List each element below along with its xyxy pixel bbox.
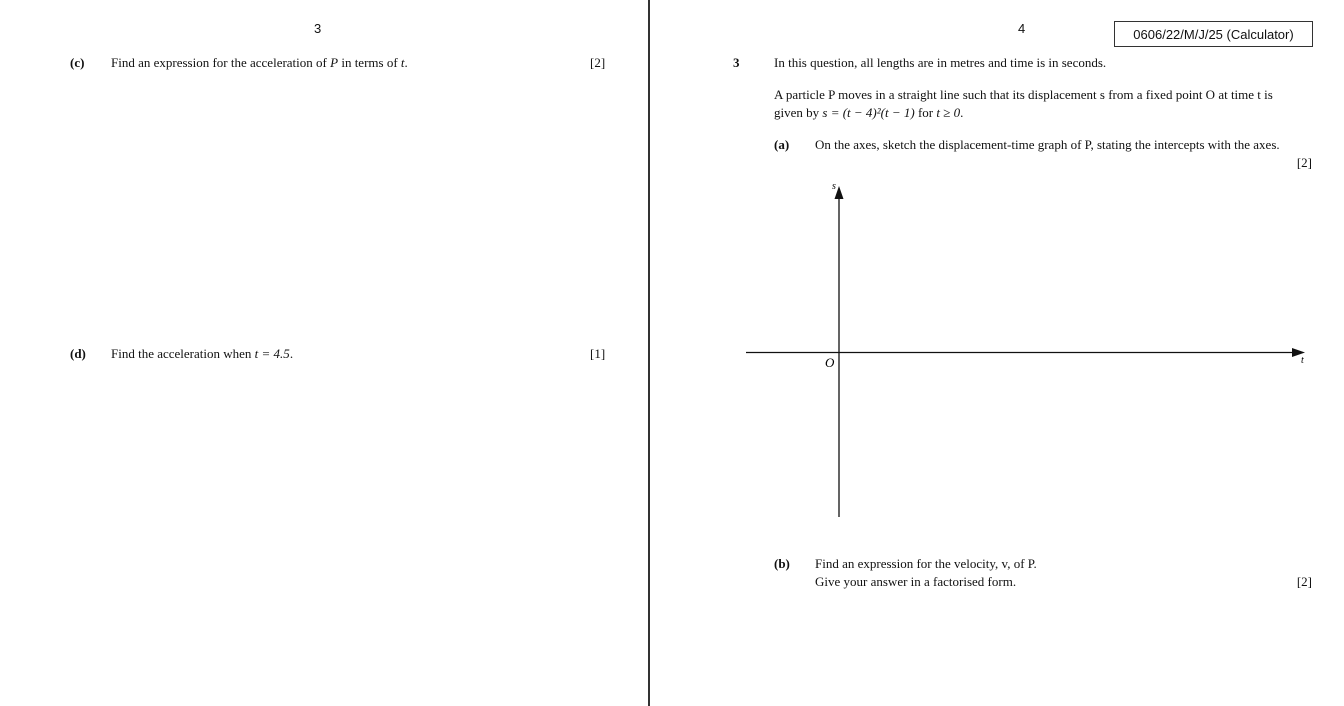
question-stem-line1: A particle P moves in a straight line such that its displacement s from a fixed point O at time t is: [774, 87, 1273, 102]
part-c-text: [111, 55, 408, 71]
part-b-label: (b): [774, 556, 790, 571]
stem-condition: t ≥ 0: [936, 105, 961, 120]
part-d-text: [111, 346, 293, 362]
part-d-label: (d): [70, 346, 86, 361]
part-d-text-a: Find the acceleration when: [111, 346, 255, 361]
part-b-marks: [2]: [1296, 574, 1312, 589]
part-c-var-p: P: [330, 55, 339, 70]
part-c-text-end: .: [404, 55, 408, 70]
paper-code-box: [1114, 21, 1313, 47]
part-c-text-a: Find an expression for the acceleration of: [111, 55, 331, 70]
page-number-right: 4: [1018, 21, 1026, 36]
part-c-label: (c): [70, 55, 85, 70]
part-a-label: (a): [774, 137, 790, 152]
part-b-line1: Find an expression for the velocity, v, of P.: [815, 556, 1037, 571]
part-c-marks: [2]: [590, 55, 606, 70]
stem-end: .: [960, 105, 964, 120]
stem-prefix: given by: [774, 105, 823, 120]
s-axis-label: s: [832, 181, 836, 192]
question-number: 3: [733, 55, 740, 70]
page-number-left: 3: [314, 21, 322, 36]
displacement-time-axes[interactable]: [740, 175, 1310, 520]
part-b-line2: Give your answer in a factorised form.: [815, 574, 1017, 589]
part-d-text-end: .: [289, 346, 294, 361]
part-a-text: On the axes, sketch the displacement-time graph of P, stating the intercepts with the axes.: [815, 137, 1280, 152]
question-stem-line2: [774, 105, 963, 121]
stem-equation: s = (t − 4)²(t − 1): [822, 105, 915, 120]
part-c-text-b: in terms of: [338, 55, 401, 70]
part-d-equation: t = 4.5: [254, 346, 290, 361]
part-c-var-t: t: [400, 55, 405, 70]
part-a-marks: [2]: [1296, 155, 1312, 170]
part-d-marks: [1]: [590, 346, 606, 361]
t-axis-label: t: [1301, 355, 1304, 366]
stem-mid: for: [914, 105, 937, 120]
question-intro: In this question, all lengths are in metres and time is in seconds.: [774, 55, 1107, 70]
page-divider: [648, 0, 650, 706]
origin-label: O: [825, 355, 835, 370]
paper-code: 0606/22/M/J/25 (Calculator): [1133, 26, 1294, 42]
